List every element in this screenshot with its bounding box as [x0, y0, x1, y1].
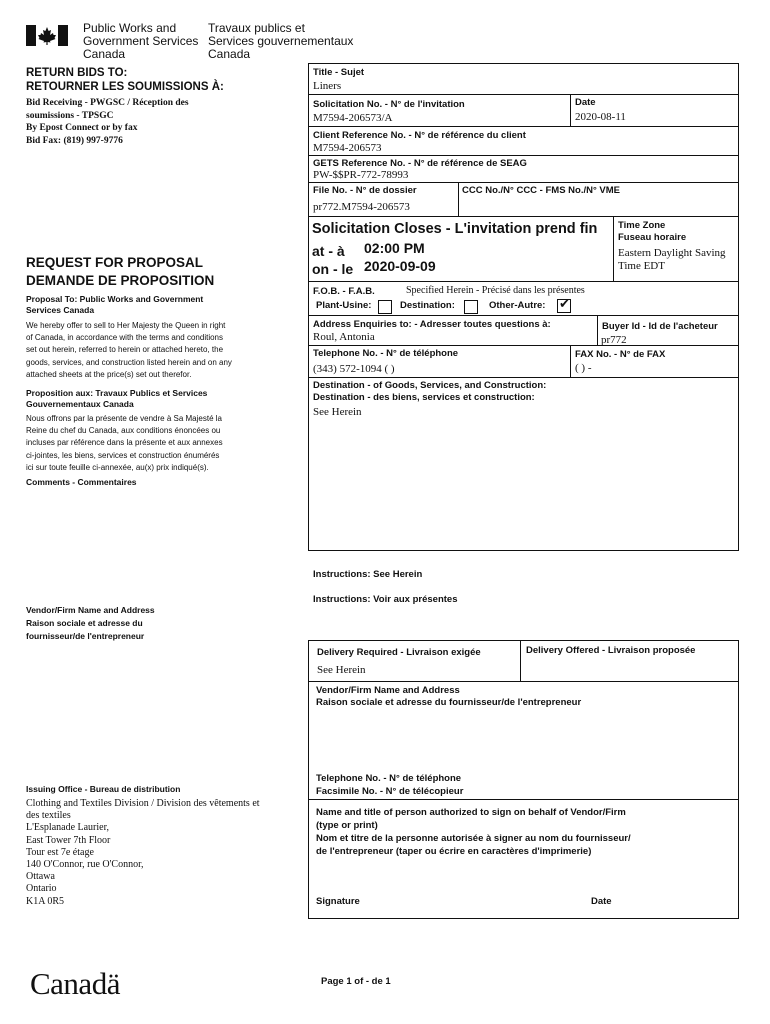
solicitation-value: M7594-206573/A: [313, 112, 393, 124]
issuing-office-line: des textiles: [26, 810, 71, 822]
closes-title: Solicitation Closes - L'invitation prend fin: [312, 221, 598, 237]
department-name-en: [83, 22, 198, 61]
destination-goods-label: [313, 380, 546, 404]
proposition-line: Gouvernementaux Canada: [26, 399, 134, 409]
return-bids-title-fr: RETOURNER LES SOUMISSIONS À:: [26, 81, 224, 93]
vendor-firm-field[interactable]: [312, 712, 736, 768]
destination-checkbox[interactable]: [464, 298, 478, 316]
authorized-name-field[interactable]: [312, 860, 736, 890]
proposition-text-line: Reine du chef du Canada, aux conditions énoncées ou: [26, 426, 221, 436]
return-bids-line: soumissions - TPSGC: [26, 110, 114, 121]
destination-label: Destination:: [400, 300, 455, 311]
closes-on-label: on - le: [312, 261, 354, 277]
client-ref-label: Client Reference No. - N° de référence du client: [313, 130, 526, 141]
proposal-to-line: Proposal To: Public Works and Government: [26, 294, 204, 304]
dept-fr-line: Canada: [208, 47, 251, 61]
proposition-text-line: ci-jointes, les biens, services et construction énumérés: [26, 450, 220, 460]
issuing-office-line: Tour est 7e étage: [26, 846, 94, 858]
vendor-label-line: Raison sociale et adresse du fournisseur/de l'entrepreneur: [316, 697, 582, 708]
issuing-office-line: Ontario: [26, 883, 57, 895]
delivery-offered-label: Delivery Offered - Livraison proposée: [526, 645, 696, 656]
vendor-label-line: Vendor/Firm Name and Address: [316, 685, 460, 696]
proposition-text-line: incluses par référence dans la présente et aux annexes: [26, 438, 223, 448]
return-bids-line: Bid Fax: (819) 997-9776: [26, 135, 123, 146]
phone-label-line: Telephone No. - N° de téléphone: [316, 773, 462, 784]
dept-en-line: Canada: [83, 47, 126, 61]
gets-ref-label: GETS Reference No. - N° de référence de SEAG: [313, 158, 527, 169]
authorized-name-label: [316, 806, 631, 858]
proposal-to-line: Services Canada: [26, 305, 95, 315]
date-label: Date: [575, 97, 596, 108]
instructions-fr: Instructions: Voir aux présentes: [313, 594, 458, 605]
time-zone-value: [618, 247, 726, 273]
dept-fr-line: Services gouvernementaux: [208, 34, 354, 48]
vendor-left-line: Raison sociale et adresse du: [26, 618, 143, 628]
rfp-title-en: REQUEST FOR PROPOSAL: [26, 255, 204, 270]
proposal-text-line: of Canada, in accordance with the terms and conditions: [26, 333, 224, 343]
buyer-id-value: pr772: [601, 334, 627, 346]
return-bids-address: [26, 97, 189, 147]
gets-ref-value: PW-$$PR-772-78993: [313, 169, 409, 181]
proposal-to-text: [26, 320, 232, 381]
proposition-label: [26, 388, 207, 410]
address-enquiries-label: Address Enquiries to: - Adresser toutes questions à:: [313, 319, 551, 330]
proposal-text-line: We hereby offer to sell to Her Majesty the Queen in right: [26, 321, 226, 330]
vendor-phone-label: [316, 772, 463, 798]
fob-label: F.O.B. - F.A.B.: [313, 286, 375, 297]
vendor-left-label: [26, 604, 155, 643]
fax-value: ( ) -: [575, 362, 592, 374]
instructions-en: Instructions: See Herein: [313, 569, 423, 580]
return-bids-line: By Epost Connect or by fax: [26, 123, 138, 133]
issuing-office-label: Issuing Office - Bureau de distribution: [26, 784, 181, 794]
plant-checkbox[interactable]: [378, 298, 392, 316]
buyer-id-label: Buyer Id - Id de l'acheteur: [602, 321, 718, 332]
file-no-label: File No. - N° de dossier: [313, 185, 417, 196]
dept-en-line: Government Services: [83, 34, 199, 48]
return-bids-title-en: RETURN BIDS TO:: [26, 67, 128, 79]
ccc-label: CCC No./N° CCC - FMS No./N° VME: [462, 185, 621, 196]
other-checkbox[interactable]: [557, 297, 571, 315]
date-value: 2020-08-11: [575, 111, 626, 123]
telephone-value: (343) 572-1094 ( ): [313, 363, 395, 375]
solicitation-label: Solicitation No. - N° de l'invitation: [313, 99, 465, 110]
client-ref-value: M7594-206573: [313, 142, 382, 154]
return-bids-title: [26, 66, 224, 94]
delivery-required-label: Delivery Required - Livraison exigée: [317, 647, 481, 658]
closes-at-value: 02:00 PM: [364, 240, 425, 256]
proposal-text-line: goods, services, and construction listed herein and on any: [26, 357, 232, 367]
vendor-left-line: Vendor/Firm Name and Address: [26, 605, 155, 615]
page-number: Page 1 of - de 1: [321, 976, 391, 987]
proposal-text-line: attached sheets at the price(s) set out therefor.: [26, 369, 192, 379]
tz-value-line: Eastern Daylight Saving: [618, 247, 726, 259]
plant-label: Plant-Usine:: [316, 300, 372, 311]
tz-label-line: Fuseau horaire: [618, 232, 687, 243]
telephone-label: Telephone No. - N° de téléphone: [313, 348, 459, 359]
vendor-firm-label: [316, 685, 581, 709]
fob-value: Specified Herein - Précisé dans les présentes: [406, 285, 585, 296]
time-zone-label: [618, 220, 686, 244]
proposition-text-line: Nous offrons par la présente de vendre à Sa Majesté la: [26, 414, 222, 423]
title-value: Liners: [313, 80, 342, 92]
name-label-line: Name and title of person authorized to sign on behalf of Vendor/Firm: [316, 807, 626, 818]
address-enquiries-value: Roul, Antonia: [313, 331, 375, 343]
issuing-office-line: 140 O'Connor, rue O'Connor,: [26, 859, 144, 871]
canada-flag-logo: [26, 25, 68, 46]
dest-label-line: Destination - of Goods, Services, and Construction:: [313, 380, 547, 391]
other-label: Other-Autre:: [489, 300, 546, 311]
canada-wordmark: Canadä: [30, 966, 120, 1001]
issuing-office-address: [26, 798, 260, 908]
comments-label: Comments - Commentaires: [26, 477, 137, 487]
dest-label-line: Destination - des biens, services et construction:: [313, 392, 535, 403]
proposition-line: Proposition aux: Travaux Publics et Services: [26, 388, 208, 398]
proposition-text: [26, 413, 223, 474]
closes-at-label: at - à: [312, 243, 345, 259]
issuing-office-line: Clothing and Textiles Division / Division des vêtements et: [26, 798, 260, 809]
closes-on-value: 2020-09-09: [364, 258, 436, 274]
delivery-offered-field[interactable]: [522, 658, 736, 678]
name-label-line: Nom et titre de la personne autorisée à signer au nom du fournisseur/: [316, 833, 631, 844]
department-name-fr: [208, 22, 353, 61]
title-label: Title - Sujet: [313, 67, 365, 78]
signature-date-label: Date: [591, 896, 612, 907]
issuing-office-line: L'Esplanade Laurier,: [26, 822, 110, 834]
file-no-value: pr772.M7594-206573: [313, 201, 410, 213]
phone-label-line: Facsimile No. - N° de télécopieur: [316, 786, 464, 797]
dept-fr-line: Travaux publics et: [208, 21, 305, 35]
rfp-title: [26, 254, 214, 290]
return-bids-line: Bid Receiving - PWGSC / Réception des: [26, 98, 189, 108]
destination-goods-value: See Herein: [313, 406, 362, 418]
fax-label: FAX No. - N° de FAX: [575, 349, 666, 360]
issuing-office-line: East Tower 7th Floor: [26, 834, 111, 846]
tz-value-line: Time EDT: [618, 260, 665, 272]
proposal-text-line: set out herein, referred to herein or attached hereto, the: [26, 345, 224, 355]
issuing-office-line: Ottawa: [26, 871, 55, 883]
rfp-title-fr: DEMANDE DE PROPOSITION: [26, 273, 215, 288]
dept-en-line: Public Works and: [83, 21, 177, 35]
delivery-required-value: See Herein: [317, 664, 366, 676]
tz-label-line: Time Zone: [618, 220, 666, 231]
issuing-office-line: K1A 0R5: [26, 895, 65, 907]
proposal-to-label: [26, 294, 203, 316]
signature-label: Signature: [316, 896, 360, 907]
name-label-line: de l'entrepreneur (taper ou écrire en caractères d'imprimerie): [316, 846, 592, 857]
vendor-left-line: fournisseur/de l'entrepreneur: [26, 631, 145, 641]
name-label-line: (type or print): [316, 820, 378, 831]
check-mark-icon: ✔: [559, 296, 570, 312]
proposition-text-line: ici sur toute feuille ci-annexée, au(x) prix indiqué(s).: [26, 462, 209, 472]
